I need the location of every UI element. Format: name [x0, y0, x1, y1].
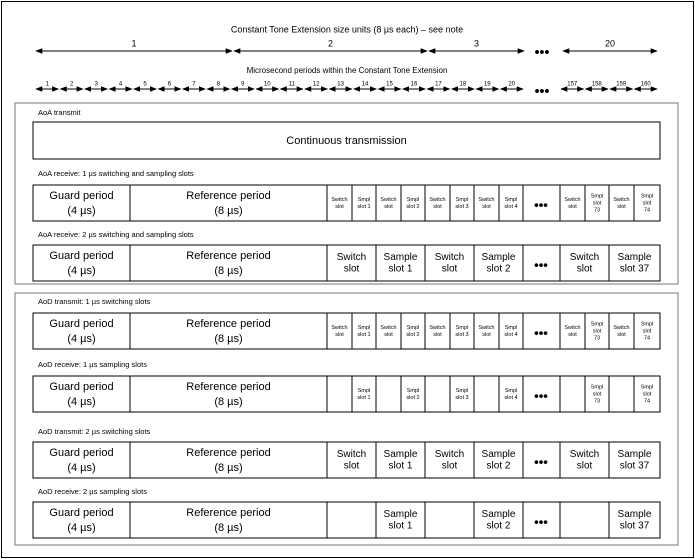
slot-cell: [609, 376, 634, 412]
sample-slot: Smpl: [455, 196, 469, 203]
outer-frame: [2, 2, 694, 558]
switch-slot: slot: [335, 203, 344, 210]
sample-slot: slot 3: [455, 394, 469, 401]
unit-label: 1: [131, 38, 137, 49]
sample-slot: 73: [593, 207, 601, 214]
switch-slot: Switch: [613, 324, 630, 331]
guard-period-label: Guard period: [49, 380, 114, 393]
ellipsis: •••: [534, 454, 548, 470]
switch-slot: slot: [568, 203, 577, 210]
switch-slot: slot: [482, 203, 491, 210]
sample-slot: slot 4: [504, 394, 518, 401]
microsecond-label: 6: [167, 81, 172, 88]
sample-slot: Smpl: [590, 321, 604, 328]
sample-slot: Smpl: [640, 384, 654, 391]
sample-slot: slot 1: [357, 394, 371, 401]
switch-slot: Switch: [478, 196, 495, 203]
sample-slot: slot 1: [388, 460, 413, 472]
ellipsis: •••: [534, 257, 548, 273]
switch-slot: Switch: [478, 324, 495, 331]
ellipsis: •••: [534, 325, 548, 341]
switch-slot: Switch: [434, 251, 465, 263]
slot-cell: [425, 502, 474, 538]
sample-slot: slot: [642, 200, 652, 207]
switch-slot: slot: [335, 331, 344, 338]
switch-slot: Switch: [564, 324, 581, 331]
switch-slot: slot: [343, 263, 360, 275]
ellipsis: •••: [534, 514, 548, 530]
switch-slot: Switch: [429, 324, 446, 331]
sample-slot: Smpl: [504, 324, 518, 331]
switch-slot: Switch: [331, 324, 348, 331]
microsecond-label: 14: [361, 81, 369, 88]
reference-period-label: Reference period: [186, 189, 271, 202]
switch-slot: Switch: [429, 196, 446, 203]
microsecond-label: 20: [508, 81, 516, 88]
guard-period-duration: (4 µs): [67, 264, 96, 277]
sample-slot: Smpl: [455, 387, 469, 394]
switch-slot: Switch: [336, 251, 367, 263]
sample-slot: Smpl: [590, 193, 604, 200]
sample-slot: Smpl: [590, 384, 604, 391]
sample-slot: slot: [592, 328, 602, 335]
unit-label: 2: [327, 38, 334, 49]
switch-slot: slot: [482, 331, 491, 338]
microsecond-label: 3: [94, 81, 98, 88]
microsecond-label: 158: [591, 81, 602, 88]
switch-slot: slot: [576, 263, 593, 275]
microsecond-label: 1: [45, 81, 49, 88]
microsecond-label: 9: [241, 81, 245, 88]
sample-slot: Sample: [617, 448, 652, 460]
switch-slot: slot: [441, 263, 458, 275]
microsecond-label: 18: [459, 81, 467, 88]
unit-label: 3: [473, 38, 480, 49]
guard-period-duration: (4 µs): [67, 332, 96, 345]
switch-slot: Switch: [613, 196, 630, 203]
guard-period-label: Guard period: [49, 446, 114, 459]
sample-slot: slot 2: [486, 520, 511, 532]
microsecond-label: 13: [337, 81, 344, 88]
switch-slot: Switch: [434, 448, 465, 460]
microsecond-label: 10: [263, 81, 271, 88]
microsecond-title: Microsecond periods within the Constant Tone Extension: [246, 66, 448, 76]
ellipsis: •••: [534, 388, 548, 404]
sample-slot: slot 4: [504, 203, 518, 210]
microsecond-label: 157: [567, 81, 578, 88]
reference-period-duration: (8 µs): [214, 332, 243, 345]
microsecond-label: 4: [118, 81, 123, 88]
sample-slot: slot 1: [388, 520, 413, 532]
switch-slot: slot: [343, 460, 360, 472]
reference-period-label: Reference period: [186, 249, 271, 262]
sample-slot: Sample: [481, 448, 516, 460]
switch-slot: Switch: [336, 448, 367, 460]
slot-cell: [560, 376, 585, 412]
sample-slot: Sample: [481, 508, 516, 520]
sample-slot: Smpl: [357, 196, 371, 203]
guard-period-label: Guard period: [49, 249, 114, 262]
switch-slot: Switch: [380, 196, 397, 203]
switch-slot: slot: [617, 331, 626, 338]
microsecond-label: 159: [616, 81, 627, 88]
microsecond-label: 16: [410, 81, 418, 88]
switch-slot: Switch: [569, 251, 600, 263]
sample-slot: slot 2: [406, 394, 420, 401]
microsecond-label: 7: [192, 81, 196, 88]
microsecond-label: 2: [70, 81, 74, 88]
slot-cell: [327, 502, 376, 538]
sample-slot: slot: [642, 328, 652, 335]
sample-slot: Sample: [383, 508, 418, 520]
sample-slot: slot 2: [486, 263, 511, 275]
sample-slot: 74: [643, 335, 651, 342]
switch-slot: slot: [568, 331, 577, 338]
sample-slot: slot 4: [504, 331, 518, 338]
reference-period-label: Reference period: [186, 446, 271, 459]
unit-label: 20: [604, 38, 616, 49]
guard-period-duration: (4 µs): [67, 204, 96, 217]
switch-slot: slot: [441, 460, 458, 472]
sample-slot: Smpl: [357, 387, 371, 394]
sample-slot: slot 3: [455, 331, 469, 338]
guard-period-label: Guard period: [49, 506, 114, 519]
switch-slot: slot: [617, 203, 626, 210]
sample-slot: slot: [592, 391, 602, 398]
sample-slot: slot 37: [619, 460, 650, 472]
aod-receive-2us-label: AoD receive: 2 µs sampling slots: [38, 486, 147, 496]
sample-slot: slot 3: [455, 203, 469, 210]
sample-slot: slot 2: [406, 203, 420, 210]
reference-period-label: Reference period: [186, 380, 271, 393]
reference-period-label: Reference period: [186, 317, 271, 330]
microsecond-label: 12: [312, 81, 320, 88]
guard-period-label: Guard period: [49, 317, 114, 330]
sample-slot: 74: [643, 207, 651, 214]
microsecond-label: 11: [288, 81, 295, 88]
switch-slot: slot: [384, 331, 393, 338]
reference-period-duration: (8 µs): [214, 521, 243, 534]
sample-slot: Smpl: [504, 387, 518, 394]
sample-slot: 73: [593, 398, 601, 405]
guard-period-duration: (4 µs): [67, 461, 96, 474]
sample-slot: slot 1: [357, 331, 371, 338]
switch-slot: Switch: [380, 324, 397, 331]
switch-slot: Switch: [569, 448, 600, 460]
aoa-receive-2us-label: AoA receive: 2 µs switching and sampling slots: [38, 229, 194, 239]
aod-receive-1us-label: AoD receive: 1 µs sampling slots: [38, 359, 147, 369]
aod-transmit-2us-label: AoD transmit: 2 µs switching slots: [38, 426, 151, 436]
switch-slot: Switch: [331, 196, 348, 203]
ellipsis: •••: [534, 43, 550, 60]
slot-cell: [560, 502, 609, 538]
sample-slot: 74: [643, 398, 651, 405]
sample-slot: Smpl: [640, 193, 654, 200]
sample-slot: Smpl: [640, 321, 654, 328]
slot-cell: [327, 376, 352, 412]
aoa-receive-1us-label: AoA receive: 1 µs switching and sampling slots: [38, 168, 194, 178]
microsecond-label: 5: [143, 81, 147, 88]
sample-slot: Smpl: [357, 324, 371, 331]
sample-slot: Sample: [617, 508, 652, 520]
reference-period-duration: (8 µs): [214, 204, 243, 217]
continuous-transmission-text: Continuous transmission: [286, 134, 407, 147]
sample-slot: Sample: [383, 448, 418, 460]
aoa-transmit-label: AoA transmit: [38, 107, 81, 117]
aod-transmit-1us-label: AoD transmit: 1 µs switching slots: [38, 296, 151, 306]
sample-slot: Smpl: [406, 324, 420, 331]
switch-slot: Switch: [564, 196, 581, 203]
sample-slot: Sample: [383, 251, 418, 263]
guard-period-duration: (4 µs): [67, 395, 96, 408]
microsecond-label: 8: [216, 81, 221, 88]
sample-slot: slot 2: [486, 460, 511, 472]
sample-slot: slot 1: [357, 203, 371, 210]
sample-slot: slot 37: [619, 263, 650, 275]
switch-slot: slot: [384, 203, 393, 210]
sample-slot: Smpl: [504, 196, 518, 203]
ellipsis: •••: [534, 82, 550, 99]
sample-slot: Sample: [481, 251, 516, 263]
sample-slot: slot: [642, 391, 652, 398]
sample-slot: slot 37: [619, 520, 650, 532]
guard-period-label: Guard period: [49, 189, 114, 202]
ellipsis: •••: [534, 197, 548, 213]
slot-cell: [376, 376, 401, 412]
reference-period-label: Reference period: [186, 506, 271, 519]
microsecond-label: 19: [483, 81, 491, 88]
sample-slot: Smpl: [406, 196, 420, 203]
sample-slot: slot 1: [388, 263, 413, 275]
slot-cell: [425, 376, 450, 412]
header-title: Constant Tone Extension size units (8 µs each) – see note: [230, 24, 464, 35]
sample-slot: slot: [592, 200, 602, 207]
microsecond-label: 15: [386, 81, 393, 88]
reference-period-duration: (8 µs): [214, 461, 243, 474]
microsecond-label: 160: [640, 81, 651, 88]
switch-slot: slot: [433, 203, 442, 210]
microsecond-label: 17: [435, 81, 442, 88]
sample-slot: slot 2: [406, 331, 420, 338]
guard-period-duration: (4 µs): [67, 521, 96, 534]
sample-slot: 73: [593, 335, 601, 342]
sample-slot: Smpl: [455, 324, 469, 331]
switch-slot: slot: [433, 331, 442, 338]
switch-slot: slot: [576, 460, 593, 472]
sample-slot: Smpl: [406, 387, 420, 394]
reference-period-duration: (8 µs): [214, 264, 243, 277]
slot-cell: [474, 376, 499, 412]
sample-slot: Sample: [617, 251, 652, 263]
reference-period-duration: (8 µs): [214, 395, 243, 408]
